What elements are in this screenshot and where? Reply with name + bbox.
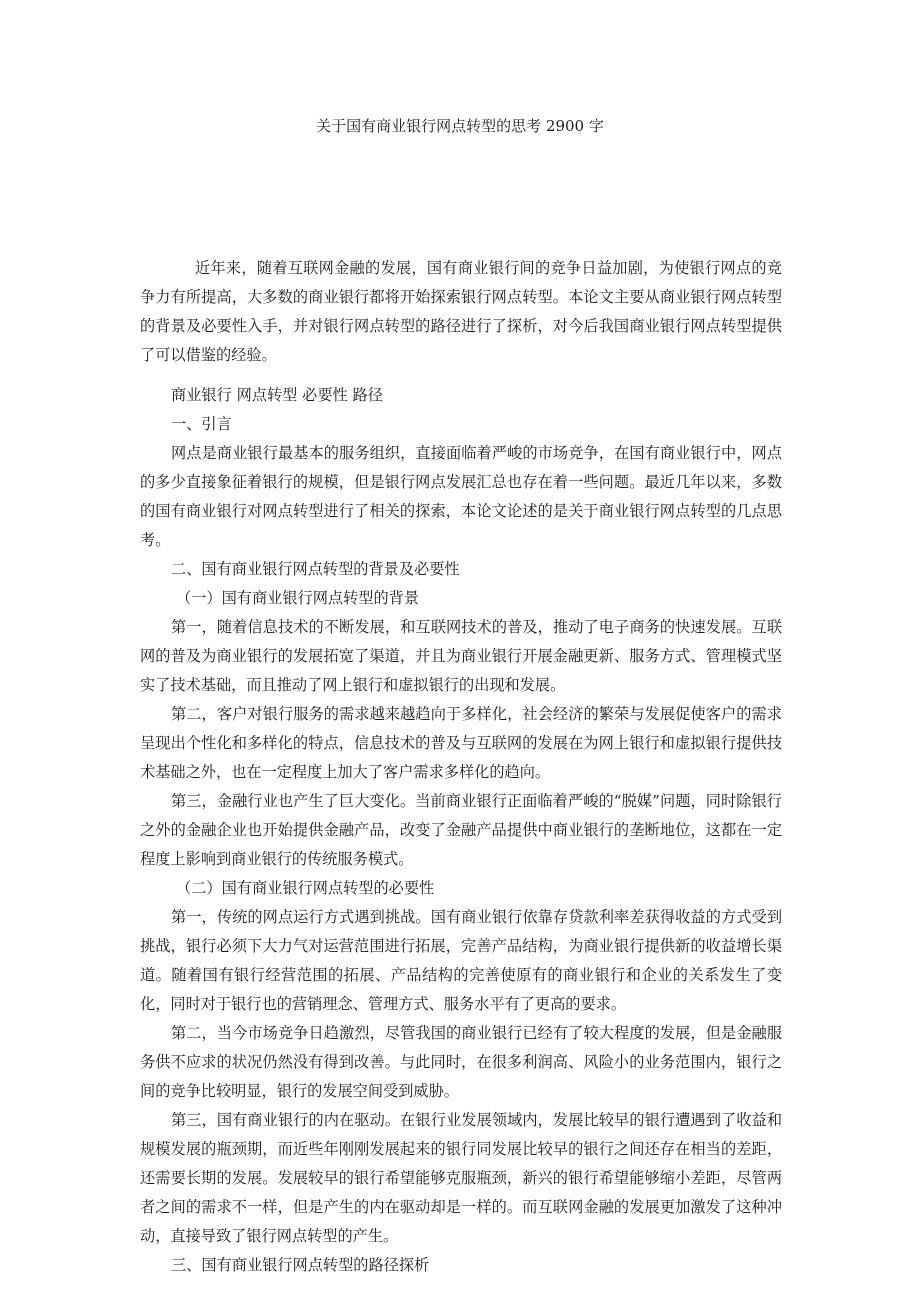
keywords-line: 商业银行 网点转型 必要性 路径 xyxy=(171,386,383,404)
body-paragraph: 第三，国有商业银行的内在驱动。在银行业发展领域内，发展比较早的银行遭遇到了收益和规模发展的瓶颈期，而近些年刚刚发展起来的银行同发展比较早的银行之间还存在相当的差距，还需要长期的发展。发展较早的银行希望能够克服瓶颈，新兴的银行希望能够缩小差距，尽管两者之间的需求不一样，但是产生的内在驱动却是一样的。而互联网金融的发展更加激发了这种冲动，直接导致了银行网点转型的产生。 xyxy=(140,1111,782,1245)
subsection-heading-necessity: （二）国有商业银行网点转型的必要性 xyxy=(176,879,435,897)
subsection-heading-background: （一）国有商业银行网点转型的背景 xyxy=(176,589,419,607)
section-heading-path-analysis: 三、国有商业银行网点转型的路径探析 xyxy=(171,1256,430,1274)
section-heading-introduction: 一、引言 xyxy=(171,415,232,433)
body-paragraph: 第三，金融行业也产生了巨大变化。当前商业银行正面临着严峻的“脱媒”问题，同时除银行之外的金融企业也开始提供金融产品，改变了金融产品提供中商业银行的垄断地位，这都在一定程度上影响到商业银行的传统服务模式。 xyxy=(140,792,782,868)
body-paragraph: 网点是商业银行最基本的服务组织，直接面临着严峻的市场竞争，在国有商业银行中，网点的多少直接象征着银行的规模，但是银行网点发展汇总也存在着一些问题。最近几年以来，多数的国有商业银行对网点转型进行了相关的探索，本论文论述的是关于商业银行网点转型的几点思考。 xyxy=(140,444,782,549)
document-body xyxy=(140,381,782,1280)
abstract-paragraph: 近年来，随着互联网金融的发展，国有商业银行间的竞争日益加剧，为使银行网点的竞争力有所提高，大多数的商业银行都将开始探索银行网点转型。本论文主要从商业银行网点转型的背景及必要性入手，并对银行网点转型的路径进行了探析，对今后我国商业银行网点转型提供了可以借鉴的经验。 xyxy=(140,259,782,364)
body-paragraph: 第二，客户对银行服务的需求越来越趋向于多样化，社会经济的繁荣与发展促使客户的需求呈现出个性化和多样化的特点，信息技术的普及与互联网的发展在为网上银行和虚拟银行提供技术基础之外，也在一定程度上加大了客户需求多样化的趋向。 xyxy=(140,705,782,781)
section-heading-background-necessity: 二、国有商业银行网点转型的背景及必要性 xyxy=(171,560,460,578)
body-paragraph: 第一，传统的网点运行方式遇到挑战。国有商业银行依靠存贷款利率差获得收益的方式受到挑战，银行必须下大力气对运营范围进行拓展，完善产品结构，为商业银行提供新的收益增长渠道。随着国有银行经营范围的拓展、产品结构的完善使原有的商业银行和企业的关系发生了变化，同时对于银行也的营销理念、管理方式、服务水平有了更高的要求。 xyxy=(140,908,782,1013)
body-paragraph: 第一，随着信息技术的不断发展，和互联网技术的普及，推动了电子商务的快速发展。互联网的普及为商业银行的发展拓宽了渠道，并且为商业银行开展金融更新、服务方式、管理模式坚实了技术基础，而且推动了网上银行和虚拟银行的出现和发展。 xyxy=(140,618,782,694)
body-paragraph: 第二，当今市场竞争日趋激烈，尽管我国的商业银行已经有了较大程度的发展，但是金融服务供不应求的状况仍然没有得到改善。与此同时，在很多利润高、风险小的业务范围内，银行之间的竞争比较明显，银行的发展空间受到威胁。 xyxy=(140,1024,782,1100)
document-title: 关于国有商业银行网点转型的思考 2900 字 xyxy=(316,117,604,135)
